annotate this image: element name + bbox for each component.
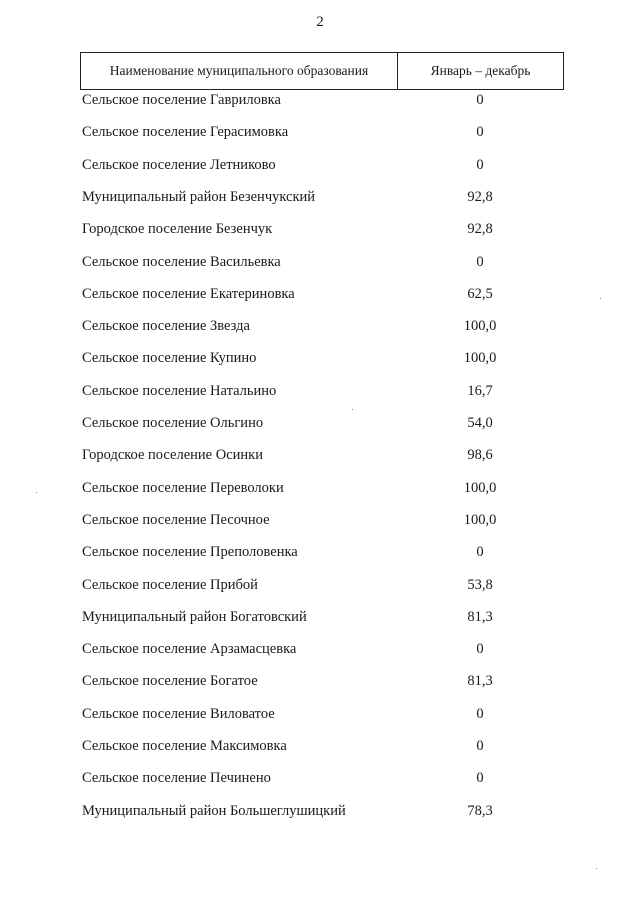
municipality-name: Сельское поселение Песочное <box>82 511 270 528</box>
municipality-name: Сельское поселение Печинено <box>82 770 271 787</box>
municipality-name: Муниципальный район Большеглушицкий <box>82 802 346 819</box>
municipality-name: Сельское поселение Виловатое <box>82 705 275 722</box>
municipality-name: Сельское поселение Герасимовка <box>82 124 289 141</box>
period-value: 0 <box>476 738 484 754</box>
period-value: 100,0 <box>463 479 497 496</box>
period-value: 0 <box>476 641 484 658</box>
period-value: 81,3 <box>467 608 493 625</box>
table-row <box>0 347 640 369</box>
table-row <box>0 186 640 208</box>
table-row <box>0 218 640 240</box>
page-number: 2 <box>316 14 324 30</box>
municipality-name: Сельское поселение Екатериновка <box>82 285 295 302</box>
period-value: 0 <box>476 92 484 108</box>
scan-speck <box>352 409 353 410</box>
table-row <box>0 767 640 789</box>
period-value: 81,3 <box>467 673 493 690</box>
table-row <box>0 251 640 273</box>
table-row <box>0 670 640 692</box>
period-value: 53,8 <box>467 576 493 593</box>
table-row <box>0 121 640 143</box>
municipality-name: Муниципальный район Безенчукский <box>82 188 316 205</box>
municipality-name: Сельское поселение Богатое <box>82 673 258 690</box>
table-row <box>0 606 640 628</box>
period-value: 0 <box>476 156 484 173</box>
table-row <box>0 509 640 531</box>
period-value: 0 <box>476 705 484 722</box>
table-row <box>0 283 640 305</box>
municipality-name: Сельское поселение Прибой <box>82 576 258 593</box>
municipality-name: Сельское поселение Переволоки <box>82 479 284 496</box>
table-row <box>0 703 640 725</box>
period-value: 78,3 <box>467 802 493 819</box>
table-header <box>80 52 564 90</box>
municipality-name: Сельское поселение Преполовенка <box>82 544 298 561</box>
period-value: 92,8 <box>467 188 493 205</box>
municipality-name: Сельское поселение Летниково <box>82 156 276 173</box>
municipality-name: Городское поселение Безенчук <box>82 221 273 238</box>
period-value: 100,0 <box>463 511 497 528</box>
table-row <box>0 638 640 660</box>
municipality-name: Сельское поселение Максимовка <box>82 738 287 754</box>
municipality-name: Городское поселение Осинки <box>82 447 263 464</box>
municipality-name: Сельское поселение Гавриловка <box>82 92 281 108</box>
period-value: 54,0 <box>467 415 493 431</box>
table-row <box>0 154 640 176</box>
table-row <box>0 444 640 466</box>
table-row <box>0 89 640 111</box>
period-value: 100,0 <box>463 350 497 367</box>
table-row <box>0 412 640 434</box>
period-value: 0 <box>476 544 484 561</box>
municipality-name: Сельское поселение Ольгино <box>82 415 264 431</box>
period-value: 100,0 <box>463 318 497 335</box>
municipality-name: Сельское поселение Купино <box>82 350 257 367</box>
municipality-name: Сельское поселение Арзамасцевка <box>82 641 297 658</box>
period-value: 0 <box>476 770 484 787</box>
table-row <box>0 315 640 337</box>
table-row <box>0 477 640 499</box>
period-value: 98,6 <box>467 447 493 464</box>
table-row <box>0 380 640 402</box>
scan-speck <box>596 868 597 869</box>
municipality-name: Сельское поселение Натальино <box>82 382 277 399</box>
header-period: Январь – декабрь <box>430 63 531 78</box>
period-value: 16,7 <box>467 382 493 399</box>
municipality-name: Сельское поселение Васильевка <box>82 253 281 270</box>
header-municipality-name: Наименование муниципального образования <box>81 53 398 89</box>
scan-speck <box>36 492 37 493</box>
municipality-name: Сельское поселение Звезда <box>82 318 250 335</box>
table-row <box>0 541 640 563</box>
period-value: 0 <box>476 124 484 141</box>
period-value: 0 <box>476 253 484 270</box>
scan-speck <box>600 298 601 299</box>
table-row <box>0 735 640 757</box>
period-value: 92,8 <box>467 221 493 238</box>
period-value: 62,5 <box>467 285 493 302</box>
table-row <box>0 574 640 596</box>
municipality-name: Муниципальный район Богатовский <box>82 608 307 625</box>
table-row <box>0 800 640 822</box>
